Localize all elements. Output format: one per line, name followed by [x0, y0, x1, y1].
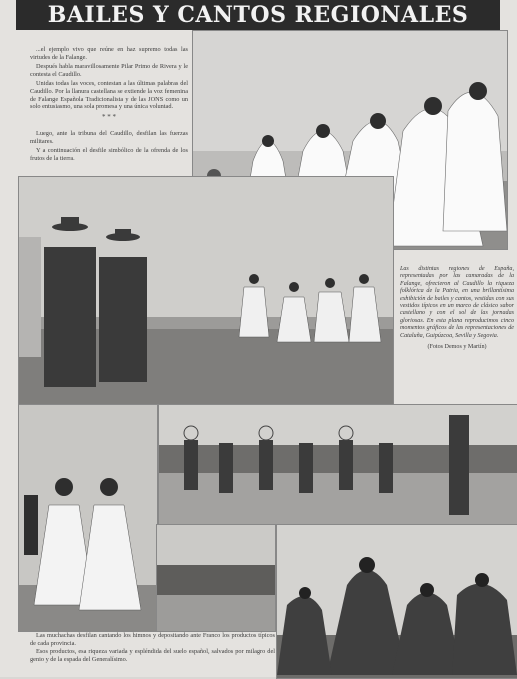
photo-hoop-dancers	[158, 404, 517, 526]
intro-text-2	[30, 130, 188, 164]
intro-paragraph: Unidas todas las voces, contestan a las últimas palabras del Caudillo. Por la llanura castellana se extiende la voz femenina de Falange Española Tradicionalista y de las JONS como un solo entusiasmo, una sola promesa y una única voluntad.	[30, 80, 188, 111]
photo-crowd	[156, 524, 276, 632]
bottom-text	[30, 632, 275, 664]
photo-credit: (Fotos Demos y Martín)	[427, 344, 487, 351]
caption-text: Las distintas regiones de España, representadas por las camaradas de la Falange, ofrecieron al Caudillo la riqueza folklórica de la Patria, en una brillantísima exhibición de bailes y cantos, vestidas con sus vestidos típicos en un marco de clásico sabor castellano y con el sol de las jornadas gloriosas. En esta plana reproducimos cinco momentos gráficos de las representaciones de Cataluña, Guipúzcoa, Sevilla y Segovia.	[400, 266, 514, 339]
section-separator: * * *	[102, 113, 116, 121]
photo-flamenco	[276, 524, 517, 679]
photo-men-hats	[18, 176, 394, 406]
intro-paragraph: Después habla maravillosamente Pilar Primo de Rivera y le contesta el Caudillo.	[30, 63, 188, 78]
page-title: BAILES Y CANTOS REGIONALES	[16, 0, 500, 30]
intro-paragraph: Luego, ante la tribuna del Caudillo, desfilan las fuerzas militares.	[30, 130, 188, 145]
photo-regional-dress	[18, 404, 158, 632]
intro-text	[30, 46, 188, 113]
intro-paragraph: ...el ejemplo vivo que reúne en haz supremo todas las virtudes de la Falange.	[30, 46, 188, 61]
bottom-paragraph: Esos productos, esa riqueza variada y espléndida del suelo español, salvados por milagro del genio y de la espada del Generalísimo.	[30, 648, 275, 663]
photo-caption	[400, 266, 514, 351]
intro-paragraph: Y a continuación el desfile simbólico de la ofrenda de los frutos de la tierra.	[30, 147, 188, 162]
bottom-paragraph: Las muchachas desfilan cantando los himnos y depositando ante Franco los productos típicos de cada provincia.	[30, 632, 275, 647]
